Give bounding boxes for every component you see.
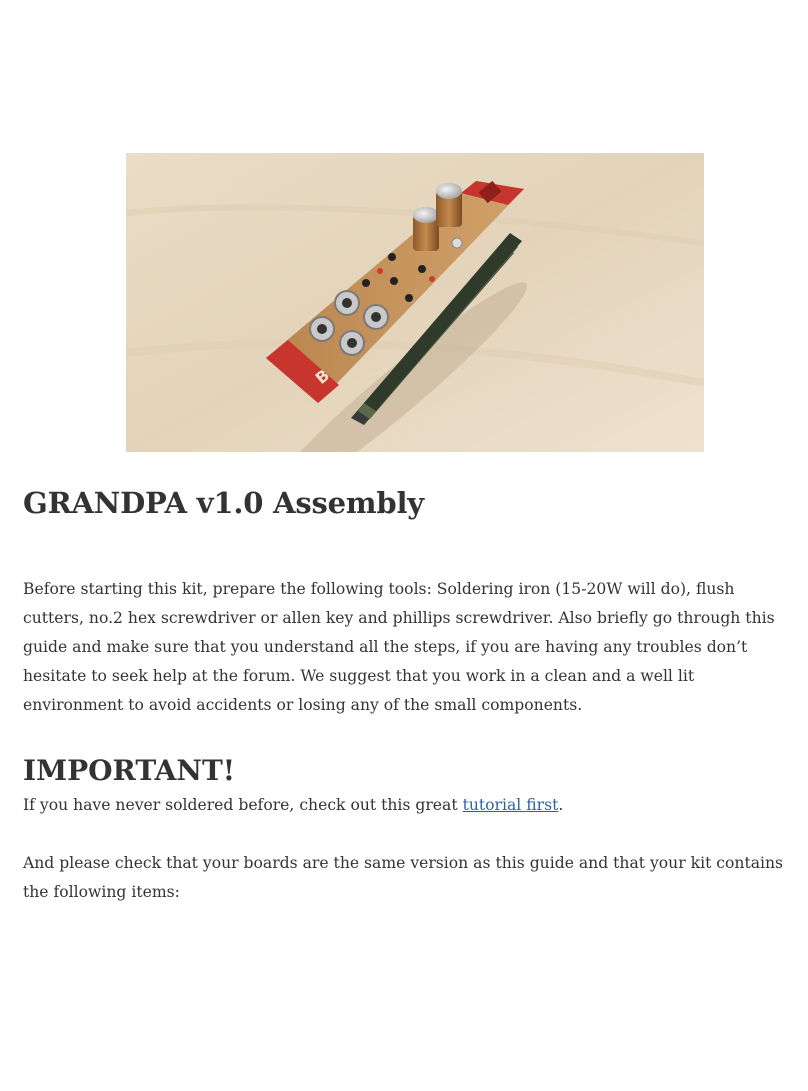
check-items-paragraph: And please check that your boards are the same version as this guide and that your kit contains the following items: — [23, 854, 784, 901]
panel-label: B — [311, 365, 334, 388]
module-illustration — [126, 153, 704, 452]
module-photo — [126, 153, 704, 452]
intro-paragraph: Before starting this kit, prepare the following tools: Soldering iron (15-20W will do), flush cutters, no.2 hex screwdriver or allen key and phillips screwdriver. Also briefly go through this guide and make sure that you understand all the steps, if you are having any troubles don’t hesitate to seek help at the forum. We suggest that you work in a clean and a well lit environment to avoid accidents or losing any of the small components. — [23, 580, 775, 714]
important-heading: IMPORTANT! — [23, 754, 236, 787]
soldering-note-end: . — [558, 796, 564, 814]
soldering-note-text: If you have never soldered before, check out this great — [23, 796, 463, 814]
page-title: GRANDPA v1.0 Assembly — [23, 486, 424, 520]
tutorial-link[interactable]: tutorial first — [462, 796, 559, 814]
soldering-note — [23, 791, 795, 820]
